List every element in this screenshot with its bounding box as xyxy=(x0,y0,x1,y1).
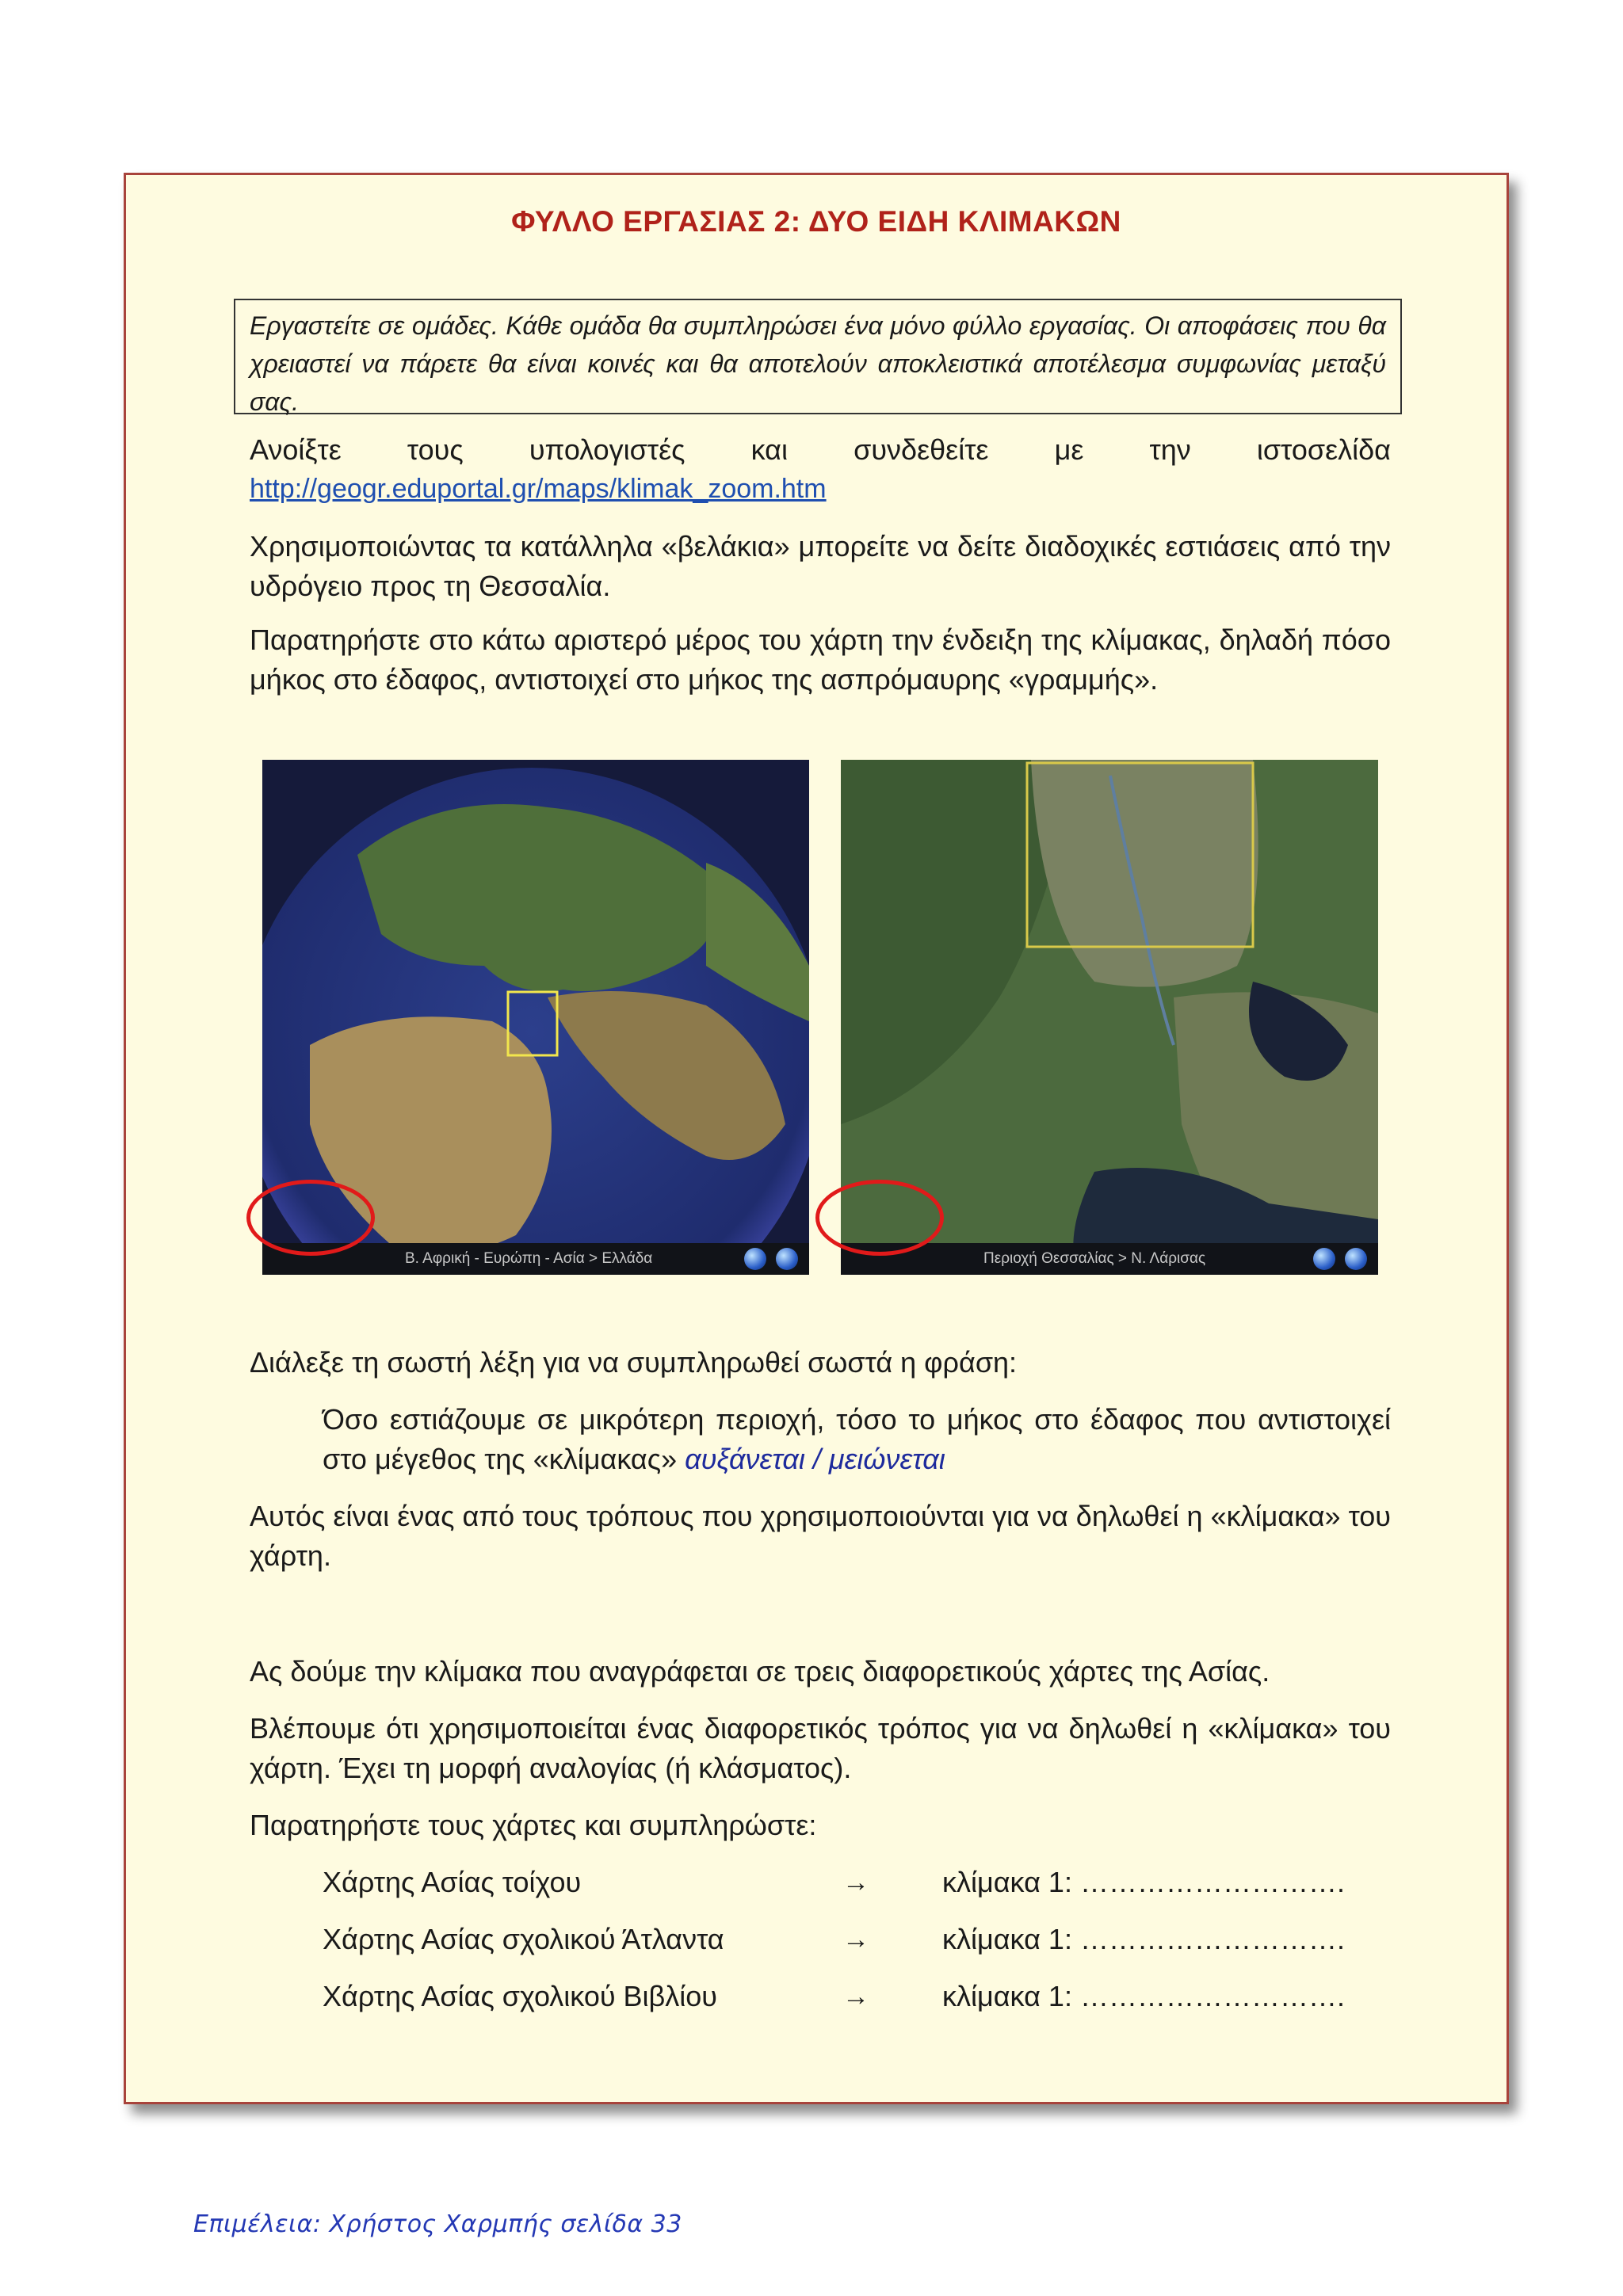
worksheet-frame xyxy=(124,173,1509,2104)
map-row-wall xyxy=(323,1863,1432,1902)
scale-blank[interactable]: κλίμακα 1: ………………………. xyxy=(942,1923,1345,1955)
arrow-icon: → xyxy=(842,1924,869,1955)
arrows-paragraph: Χρησιμοποιώντας τα κατάλληλα «βελάκια» μπορείτε να δείτε διαδοχικές εστιάσεις από την υδρόγειο προς τη Θεσσαλία. xyxy=(250,530,1391,602)
word-options[interactable]: αυξάνεται / μειώνεται xyxy=(685,1443,945,1475)
statement-body: Όσο εστιάζουμε σε μικρότερη περιοχή, τόσο το μήκος στο έδαφος που αντιστοιχεί στο μέγεθος της «κλίμακας» xyxy=(323,1403,1391,1475)
choose-word-text: Διάλεξε τη σωστή λέξη για να συμπληρωθεί σωστά η φράση: xyxy=(250,1346,1018,1379)
zoom-out-button[interactable] xyxy=(776,1248,798,1270)
scale-highlight-ring-right xyxy=(815,1180,944,1256)
arrow-icon: → xyxy=(842,1867,869,1897)
scale-highlight-ring-left xyxy=(246,1180,375,1256)
map-name: Χάρτης Ασίας τοίχου xyxy=(323,1866,582,1898)
statement-text xyxy=(323,1400,1391,1479)
arrow-icon: → xyxy=(842,1981,869,2012)
scale-blank[interactable]: κλίμακα 1: ………………………. xyxy=(942,1866,1345,1898)
zoom-out-button-right[interactable] xyxy=(1345,1248,1367,1270)
thessaly-caption: Περιοχή Θεσσαλίας > Ν. Λάρισας xyxy=(841,1243,1378,1275)
link-line xyxy=(250,468,1391,509)
page-footer: Επιμέλεια: Χρήστος Χαρμπής σελίδα 33 xyxy=(193,2210,682,2238)
website-link[interactable]: http://geogr.eduportal.gr/maps/klimak_zoom.htm xyxy=(250,474,827,504)
observe-paragraph: Παρατηρήστε στο κάτω αριστερό μέρος του χάρτη την ένδειξη της κλίμακας, δηλαδή πόσο μήκος στο έδαφος, αντιστοιχεί στο μήκος της ασπρόμαυρης «γραμμής». xyxy=(250,624,1391,696)
globe-caption: Β. Αφρική - Ευρώπη - Ασία > Ελλάδα xyxy=(262,1243,809,1275)
observe-fill-text: Παρατηρήστε τους χάρτες και συμπληρώστε: xyxy=(250,1809,817,1841)
zoom-in-button[interactable] xyxy=(744,1248,766,1270)
open-computers-text: Ανοίξτε τους υπολογιστές και συνδεθείτε με την ιστοσελίδα xyxy=(250,433,1391,466)
map-row-book xyxy=(323,1977,1432,2016)
map-name: Χάρτης Ασίας σχολικού Άτλαντα xyxy=(323,1923,724,1955)
scale-blank[interactable]: κλίμακα 1: ………………………. xyxy=(942,1980,1345,2012)
zoom-in-button-right[interactable] xyxy=(1313,1248,1335,1270)
map-name: Χάρτης Ασίας σχολικού Βιβλίου xyxy=(323,1980,717,2012)
worksheet-title: ΦΥΛΛΟ ΕΡΓΑΣΙΑΣ 2: ΔΥΟ ΕΙΔΗ ΚΛΙΜΑΚΩΝ xyxy=(511,205,1121,238)
one-way-text: Αυτός είναι ένας από τους τρόπους που χρησιμοποιούνται για να δηλωθεί η «κλίμακα» του χάρτη. xyxy=(250,1500,1391,1572)
different-way-text: Βλέπουμε ότι χρησιμοποιείται ένας διαφορετικός τρόπος για να δηλωθεί η «κλίμακα» του χάρτη. Έχει τη μορφή αναλογίας (ή κλάσματος). xyxy=(250,1712,1391,1784)
instructions-box: Εργαστείτε σε ομάδες. Κάθε ομάδα θα συμπληρώσει ένα μόνο φύλλο εργασίας. Οι αποφάσεις που θα χρειαστεί να πάρετε θα είναι κοινές και θα αποτελούν αποκλειστικά αποτέλεσμα συμφωνίας μεταξύ σας. xyxy=(234,299,1402,414)
map-row-atlas xyxy=(323,1920,1432,1959)
three-maps-text: Ας δούμε την κλίμακα που αναγράφεται σε τρεις διαφορετικούς χάρτες της Ασίας. xyxy=(250,1655,1270,1688)
